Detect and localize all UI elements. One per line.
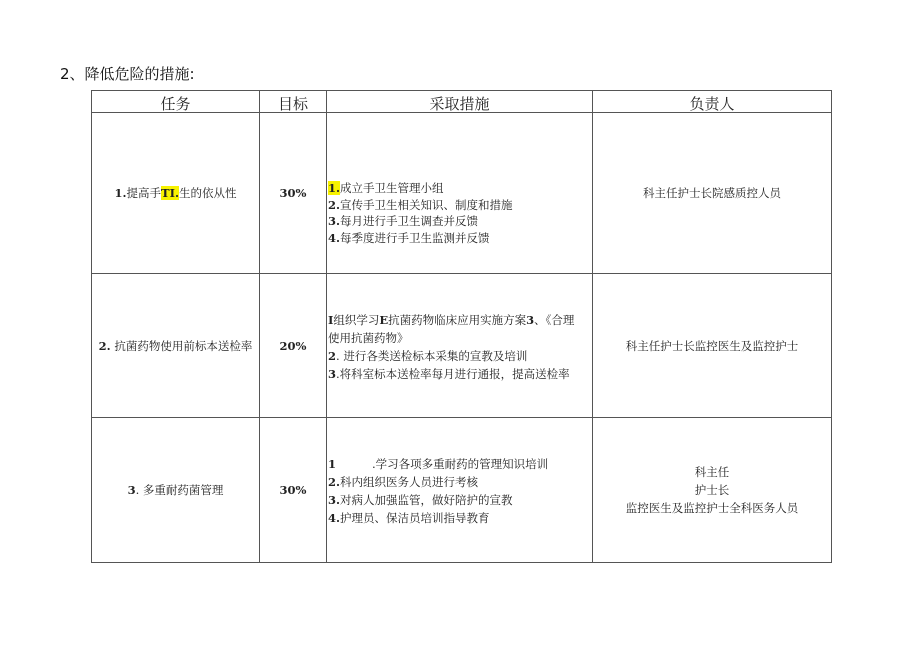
header-owner: 负责人 xyxy=(593,91,832,113)
section-heading: 2、降低危险的措施: xyxy=(60,65,195,83)
measure-item-cont: 使用抗菌药物》 xyxy=(328,330,409,345)
task-number: 3 xyxy=(127,483,136,497)
owner-cell xyxy=(593,274,832,418)
task-highlight: TI. xyxy=(161,186,179,200)
target-cell: 30% xyxy=(260,113,327,274)
risk-measures-table xyxy=(91,90,832,563)
task-cell xyxy=(92,113,260,274)
table-header-row xyxy=(92,91,832,113)
owner-cell xyxy=(593,418,832,563)
measures-cell xyxy=(327,113,593,274)
table-row xyxy=(92,274,832,418)
target-cell: 30% xyxy=(260,418,327,563)
measure-item: 3.将科室标本送检率每月进行通报，提高送检率 xyxy=(328,366,570,381)
table-row xyxy=(92,113,832,274)
owner-line: 科主任 xyxy=(694,465,730,479)
header-task: 任务 xyxy=(92,91,260,113)
measure-item: 2. 进行各类送检标本采集的宣教及培训 xyxy=(328,348,528,363)
task-cell xyxy=(92,274,260,418)
measures-cell xyxy=(327,418,593,563)
task-text: . 多重耐药菌管理 xyxy=(135,483,224,497)
measure-item: 2.宣传手卫生相关知识、制度和措施 xyxy=(328,197,513,212)
table-row xyxy=(92,418,832,563)
header-measures: 采取措施 xyxy=(327,91,593,113)
header-target: 目标 xyxy=(260,91,327,113)
target-cell: 20% xyxy=(260,274,327,418)
measures-cell xyxy=(327,274,593,418)
owner-cell xyxy=(593,113,832,274)
measure-item: I组织学习E抗菌药物临床应用实施方案3、《合理 xyxy=(328,312,575,327)
owner-line: 护士长 xyxy=(694,483,730,497)
owner-line: 科主任护士长监控医生及监控护士 xyxy=(625,338,799,353)
task-number: 1. xyxy=(114,186,127,200)
measure-item: 3.每月进行手卫生调查并反馈 xyxy=(328,214,479,228)
task-text: 抗菌药物使用前标本送检率 xyxy=(110,338,253,353)
measure-item: 2.科内组织医务人员进行考核 xyxy=(328,475,479,489)
task-text-rest: 生的依从性 xyxy=(178,186,237,200)
measure-item: 4.每季度进行手卫生监测并反馈 xyxy=(328,230,490,245)
task-text: 提高手 xyxy=(126,186,162,200)
measure-item: 1.成立手卫生管理小组 xyxy=(328,181,444,195)
measure-item: 4.护理员、保洁员培训指导教育 xyxy=(328,511,490,525)
owner-line: 科主任护士长院感质控人员 xyxy=(643,186,781,200)
task-number: 2. xyxy=(98,338,111,353)
owner-line: 监控医生及监控护士全科医务人员 xyxy=(625,501,799,515)
task-cell xyxy=(92,418,260,563)
measure-item: 1 .学习各项多重耐药的管理知识培训 xyxy=(328,457,549,471)
measure-item: 3.对病人加强监管，做好陪护的宣教 xyxy=(328,493,513,507)
